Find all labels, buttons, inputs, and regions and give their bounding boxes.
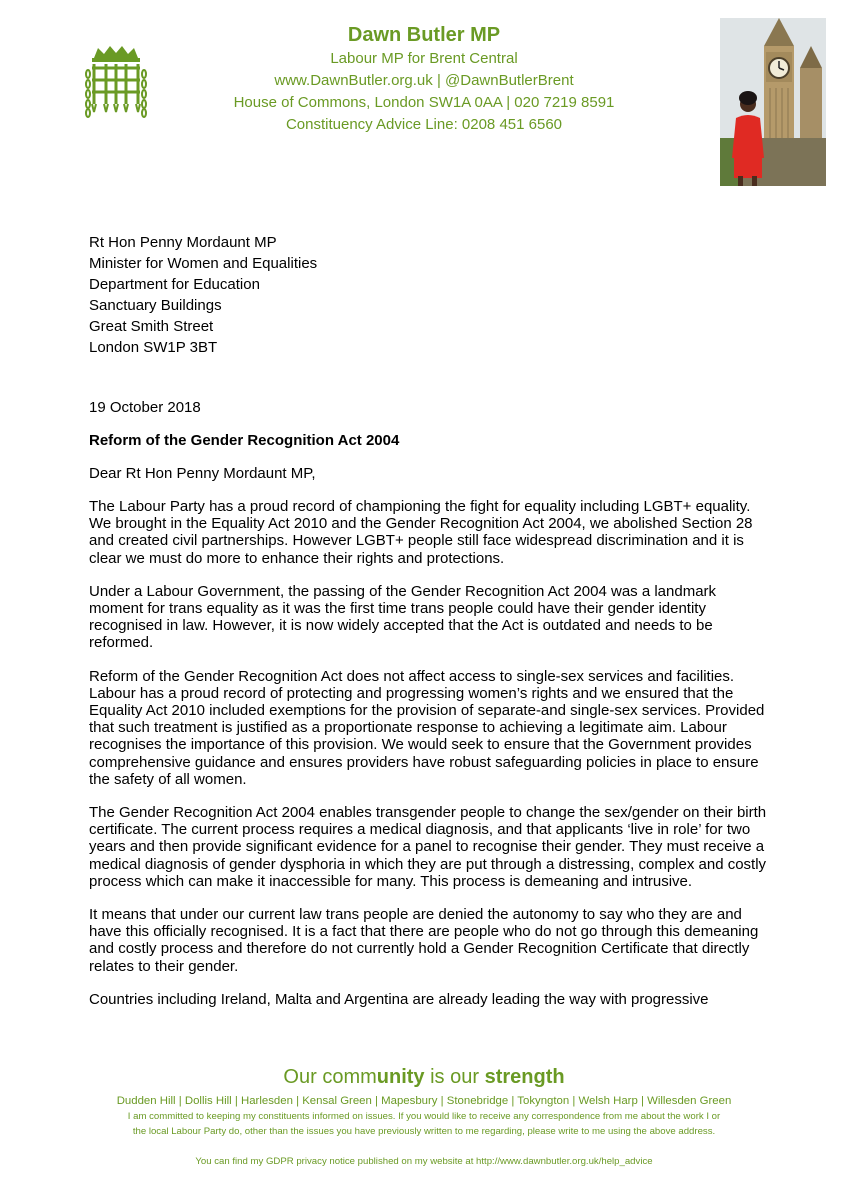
wards-list: Dudden Hill | Dollis Hill | Harlesden | Kensal Green | Mapesbury | Stonebridge | Tokyngton | Welsh Harp | Willesden Green bbox=[116, 1095, 732, 1107]
paragraph: Countries including Ireland, Malta and Argentina are already leading the way with progressive bbox=[89, 990, 709, 1008]
recipient-line: Sanctuary Buildings bbox=[89, 297, 222, 314]
letterhead bbox=[190, 22, 658, 136]
mp-name: Dawn Butler MP bbox=[347, 24, 501, 46]
mp-role: Labour MP for Brent Central bbox=[330, 50, 518, 67]
mp-web: www.DawnButler.org.uk | @DawnButlerBrent bbox=[274, 72, 574, 89]
slogan: Our community is our strength bbox=[283, 1066, 565, 1088]
notice-line: I am committed to keeping my constituents informed on issues. If you would like to receive any correspondence from me about the work I or bbox=[127, 1111, 721, 1122]
paragraph: It means that under our current law trans people are denied the autonomy to say who they are and have this officially recognised. It is a fact that there are people who do not go through this demeaning and costly process and therefore do not currently hold a Gender Recognition Certificate that directly relates to their gender. bbox=[89, 906, 759, 975]
letter-date: 19 October 2018 bbox=[89, 399, 201, 416]
recipient-line: Great Smith Street bbox=[89, 318, 214, 335]
paragraph: Reform of the Gender Recognition Act does not affect access to single-sex services and facilities. Labour has a proud record of protecting and progressing women’s rights and we ensured that the Equality Act 2010 included exemptions for the provision of separate-and single-sex services. Provided that such treatment is justified as a proportionate response to achieving a legitimate aim. Labour recognises the importance of this provision. We would seek to ensure that the Government provides comprehensive guidance and ensures providers have robust safeguarding policies in place to ensure the safety of all women. bbox=[89, 667, 765, 788]
gdpr-notice: You can find my GDPR privacy notice published on my website at http://www.dawnbutler.org.uk/help_advice bbox=[195, 1156, 653, 1167]
paragraph: The Labour Party has a proud record of championing the fight for equality including LGBT+ equality. We brought in the Equality Act 2010 and the Gender Recognition Act 2004, we abolished Section 28 and created civil partnerships. However LGBT+ people still face widespread discrimination and it is clear we must do more to enhance their rights and protections. bbox=[89, 498, 753, 567]
letter-subject: Reform of the Gender Recognition Act 2004 bbox=[89, 432, 400, 449]
recipient-line: London SW1P 3BT bbox=[89, 339, 218, 356]
notice-line: the local Labour Party do, other than the issues you have previously written to me regarding, please write to me using the above address. bbox=[132, 1126, 716, 1137]
mp-photo bbox=[720, 18, 826, 186]
recipient-line: Department for Education bbox=[89, 276, 260, 293]
recipient-line: Minister for Women and Equalities bbox=[89, 255, 318, 272]
mp-advice-line: Constituency Advice Line: 0208 451 6560 bbox=[285, 116, 563, 133]
mp-address: House of Commons, London SW1A 0AA | 020 7219 8591 bbox=[233, 94, 615, 111]
paragraph: The Gender Recognition Act 2004 enables transgender people to change the sex/gender on their birth certificate. The current process requires a medical diagnosis, and that applicants ‘live in role’ for two years and then provide significant evidence for a panel to recognise their gender. They must receive a medical diagnosis of gender dysphoria in which they are put through a distressing, complex and costly process which can make it inaccessible for many. This process is demeaning and intrusive. bbox=[89, 804, 767, 890]
recipient-line: Rt Hon Penny Mordaunt MP bbox=[89, 234, 277, 251]
recipient-address bbox=[89, 232, 317, 358]
letter-salutation: Dear Rt Hon Penny Mordaunt MP, bbox=[89, 465, 316, 482]
portcullis-icon bbox=[84, 44, 148, 118]
letter-body bbox=[89, 498, 769, 1024]
paragraph: Under a Labour Government, the passing of the Gender Recognition Act 2004 was a landmark moment for trans equality as it was the first time trans people could have their gender identity recognised in law. However, it is now widely accepted that the Act is outdated and needs to be reformed. bbox=[89, 582, 717, 652]
footer bbox=[60, 1064, 788, 1169]
